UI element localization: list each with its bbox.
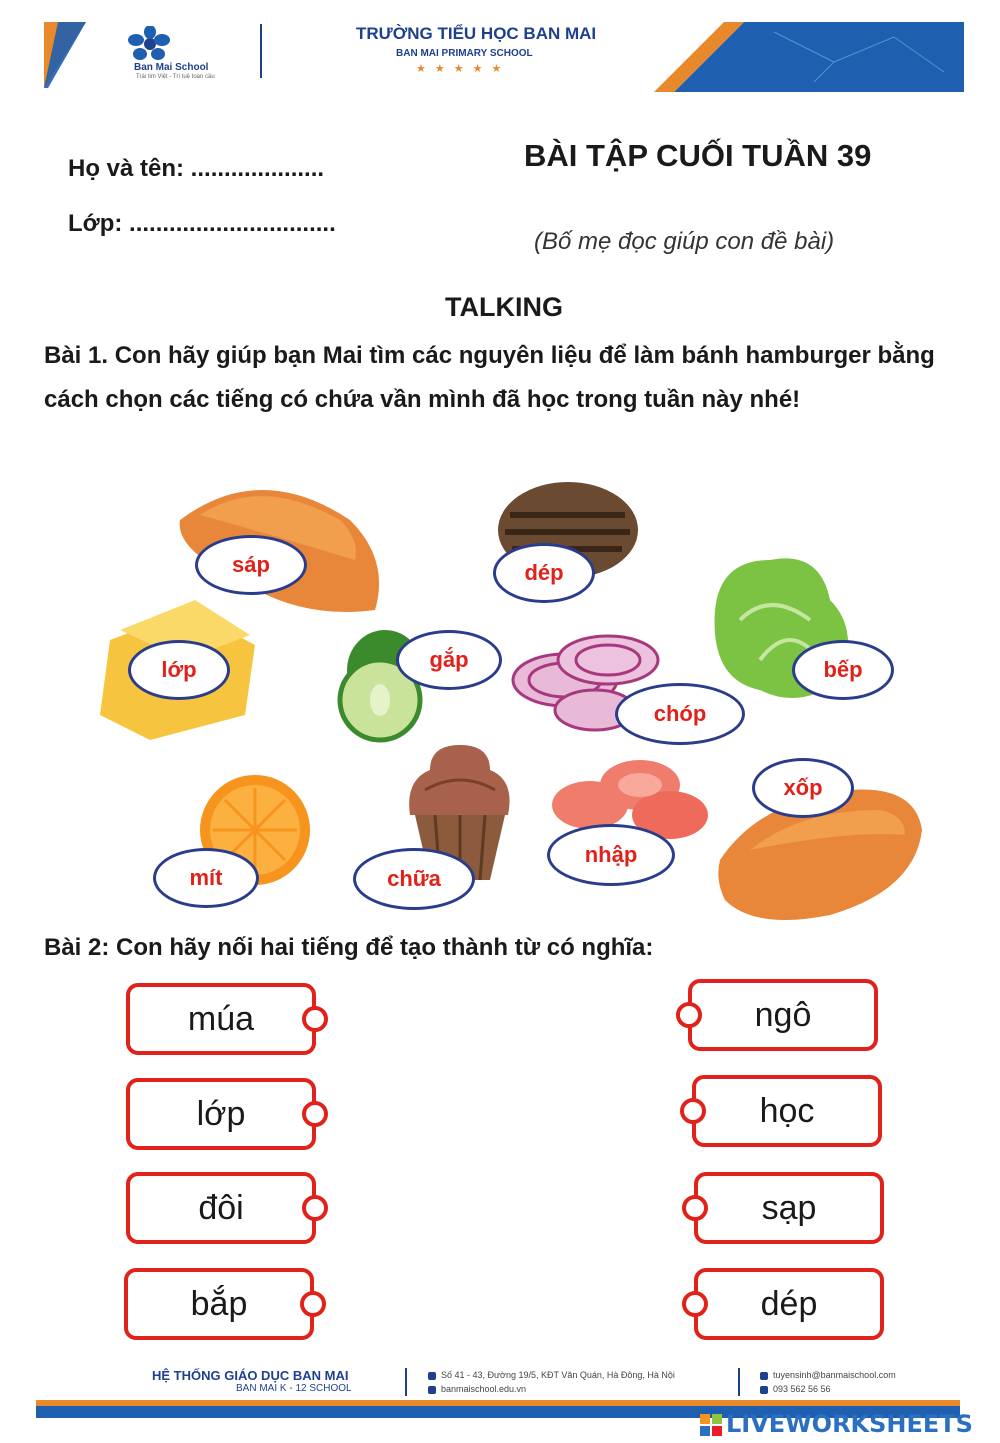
match-word: múa	[187, 999, 255, 1038]
liveworksheets-watermark: LIVEWORKSHEETS	[726, 1410, 973, 1438]
word-oval-chop[interactable]: chóp	[615, 683, 745, 745]
phone-icon	[760, 1386, 768, 1394]
match-word: ngô	[754, 995, 812, 1034]
mail-icon	[760, 1372, 768, 1380]
page-footer	[0, 1360, 1000, 1443]
footer-org: HỆ THỐNG GIÁO DỤC BAN MAI	[152, 1368, 349, 1383]
match-word: đôi	[198, 1188, 244, 1227]
match-card-right-4[interactable]	[694, 1268, 884, 1340]
match-card-left-1[interactable]	[126, 983, 316, 1055]
connector-dot[interactable]	[302, 1101, 328, 1127]
word-oval-xop[interactable]: xốp	[752, 758, 854, 818]
header-orange-stripe	[44, 22, 86, 88]
match-card-left-2[interactable]	[126, 1078, 316, 1150]
rating-stars: ★★★★★	[416, 63, 511, 75]
flower-logo-icon	[114, 26, 186, 66]
footer-email-text: tuyensinh@banmaischool.com	[773, 1370, 896, 1380]
match-word: lớp	[196, 1094, 246, 1133]
match-card-left-4[interactable]	[124, 1268, 314, 1340]
word-oval-sap[interactable]: sáp	[195, 535, 307, 595]
footer-website-text: banmaischool.edu.vn	[441, 1384, 527, 1394]
footer-separator	[738, 1368, 740, 1396]
logo-name: Ban Mai School	[134, 62, 209, 73]
exercise-2-instructions: Bài 2: Con hãy nối hai tiếng để tạo thành từ có nghĩa:	[44, 934, 654, 961]
ingredients-illustration	[0, 470, 1000, 930]
match-card-right-3[interactable]	[694, 1172, 884, 1244]
connector-dot[interactable]	[682, 1195, 708, 1221]
connector-dot[interactable]	[682, 1291, 708, 1317]
school-name-en: BAN MAI PRIMARY SCHOOL	[396, 48, 533, 59]
match-card-right-2[interactable]	[692, 1075, 882, 1147]
match-card-left-3[interactable]	[126, 1172, 316, 1244]
footer-website[interactable]	[428, 1384, 526, 1394]
school-name: TRƯỜNG TIỂU HỌC BAN MAI	[356, 24, 597, 43]
match-word: sạp	[761, 1188, 817, 1227]
connector-dot[interactable]	[302, 1006, 328, 1032]
word-oval-mit[interactable]: mít	[153, 848, 259, 908]
footer-sub: BAN MAI K - 12 SCHOOL	[236, 1383, 352, 1394]
school-logo	[114, 26, 264, 86]
word-oval-bep[interactable]: bếp	[792, 640, 894, 700]
connector-dot[interactable]	[300, 1291, 326, 1317]
section-heading: TALKING	[445, 292, 563, 322]
word-oval-nhap[interactable]: nhập	[547, 824, 675, 886]
footer-address	[428, 1370, 675, 1380]
page-subtitle: (Bố mẹ đọc giúp con đề bài)	[534, 228, 835, 255]
school-header	[44, 22, 964, 92]
word-oval-chua[interactable]: chữa	[353, 848, 475, 910]
word-oval-lop[interactable]: lớp	[128, 640, 230, 700]
footer-separator	[405, 1368, 407, 1396]
word-oval-dep[interactable]: dép	[493, 543, 595, 603]
footer-email[interactable]	[760, 1370, 896, 1380]
footer-phone-text: 093 562 56 56	[773, 1384, 831, 1394]
hamburger-ingredients	[0, 470, 1000, 930]
match-word: học	[759, 1091, 815, 1130]
web-icon	[428, 1386, 436, 1394]
location-icon	[428, 1372, 436, 1380]
word-oval-gap[interactable]: gắp	[396, 630, 502, 690]
student-name-field: Họ và tên: ....................	[68, 155, 325, 182]
connector-dot[interactable]	[302, 1195, 328, 1221]
footer-phone	[760, 1384, 831, 1394]
exercise-1-instructions: Bài 1. Con hãy giúp bạn Mai tìm các nguyên liệu để làm bánh hamburger bằng cách chọn các tiếng có chứa vần mình đã học trong tuần này nhé!	[44, 342, 935, 413]
connector-dot[interactable]	[680, 1098, 706, 1124]
student-class-field: Lớp: ...............................	[68, 210, 336, 237]
liveworksheets-logo-icon	[700, 1414, 722, 1438]
match-word: dép	[760, 1284, 818, 1323]
header-divider	[260, 24, 262, 78]
connector-dot[interactable]	[676, 1002, 702, 1028]
header-blue-banner	[614, 22, 964, 92]
page-title: BÀI TẬP CUỐI TUẦN 39	[524, 138, 872, 173]
logo-slogan: Trái tim Việt - Trí tuệ toàn cầu	[136, 74, 215, 80]
match-word: bắp	[190, 1284, 248, 1323]
footer-address-text: Số 41 - 43, Đường 19/5, KĐT Văn Quán, Hà Đông, Hà Nội	[441, 1370, 675, 1380]
match-card-right-1[interactable]	[688, 979, 878, 1051]
